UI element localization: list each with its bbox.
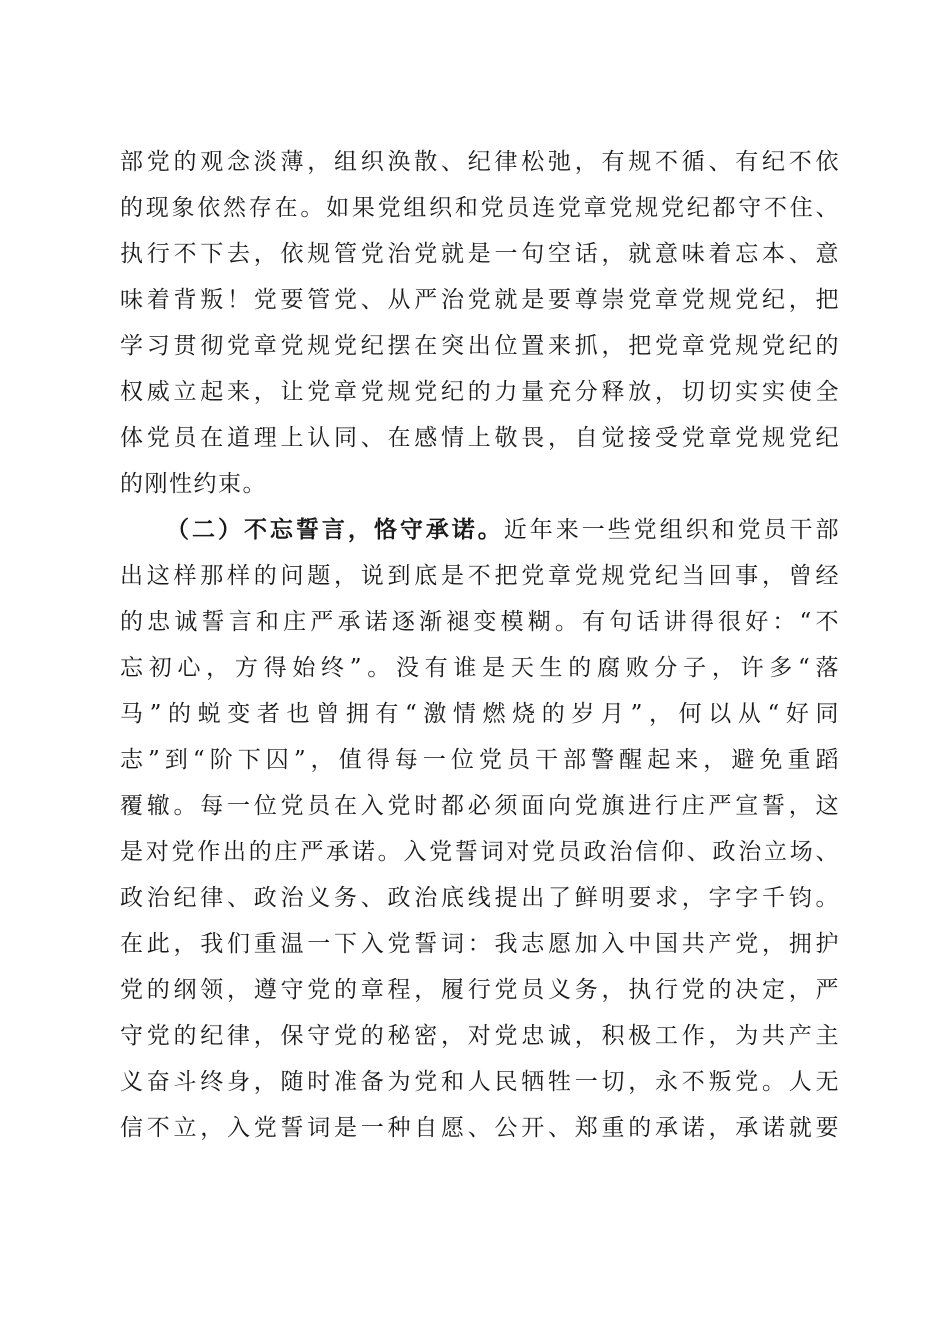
- text-line: 的刚性约束。: [120, 471, 267, 497]
- text-line: 部党的观念淡薄，组织涣散、纪律松弛，有规不循、有纪不依: [120, 149, 840, 175]
- paragraph-2: [120, 507, 840, 1151]
- section-heading: （二）不忘誓言，恪守承诺。: [166, 517, 504, 543]
- text-line: 覆辙。每一位党员在入党时都必须面向党旗进行庄严宣誓，这: [120, 793, 840, 819]
- text-line: 党的纲领，遵守党的章程，履行党员义务，执行党的决定，严: [120, 977, 840, 1003]
- text-line: 权威立起来，让党章党规党纪的力量充分释放，切切实实使全: [120, 379, 840, 405]
- text-line: 忘初心，方得始终”。没有谁是天生的腐败分子，许多“落: [120, 655, 840, 681]
- text-line: 在此，我们重温一下入党誓词：我志愿加入中国共产党，拥护: [120, 931, 840, 957]
- text-line: 志”到“阶下囚”，值得每一位党员干部警醒起来，避免重蹈: [120, 747, 840, 773]
- text-line: 政治纪律、政治义务、政治底线提出了鲜明要求，字字千钧。: [120, 885, 840, 911]
- text-line: 信不立，入党誓词是一种自愿、公开、郑重的承诺，承诺就要: [120, 1115, 840, 1141]
- text-line: 体党员在道理上认同、在感情上敬畏，自觉接受党章党规党纪: [120, 425, 840, 451]
- text-line: 的忠诚誓言和庄严承诺逐渐褪变模糊。有句话讲得很好：“不: [120, 609, 840, 635]
- text-line: 味着背叛！党要管党、从严治党就是要尊崇党章党规党纪，把: [120, 287, 840, 313]
- paragraph-2-first-line: [120, 507, 840, 553]
- text-line: 的现象依然存在。如果党组织和党员连党章党规党纪都守不住、: [120, 195, 840, 221]
- paragraph-1: [120, 139, 840, 507]
- text-run: 近年来一些党组织和党员干部: [503, 517, 841, 543]
- text-line: 是对党作出的庄严承诺。入党誓词对党员政治信仰、政治立场、: [120, 839, 840, 865]
- text-line: 马”的蜕变者也曾拥有“激情燃烧的岁月”，何以从“好同: [120, 701, 840, 727]
- text-line: 学习贯彻党章党规党纪摆在突出位置来抓，把党章党规党纪的: [120, 333, 840, 359]
- text-line: 出这样那样的问题，说到底是不把党章党规党纪当回事，曾经: [120, 563, 840, 589]
- text-line: 执行不下去，依规管党治党就是一句空话，就意味着忘本、意: [120, 241, 840, 267]
- text-line: 守党的纪律，保守党的秘密，对党忠诚，积极工作，为共产主: [120, 1023, 840, 1049]
- text-line: 义奋斗终身，随时准备为党和人民牺牲一切，永不叛党。人无: [120, 1069, 840, 1095]
